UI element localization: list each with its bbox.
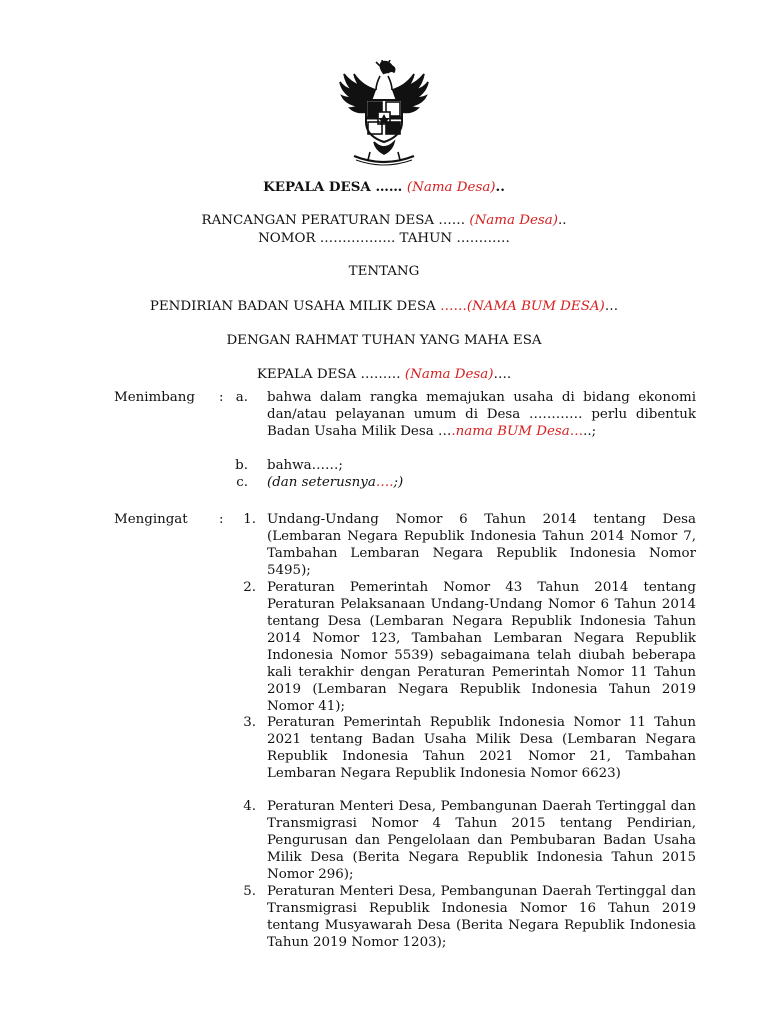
mengingat-colon: : [219,512,224,527]
menimbang-item-b-no: b. [235,458,248,473]
nama-desa-placeholder: (Nama Desa) [406,180,496,195]
kepala-desa-line [0,366,768,384]
rancangan-title [0,212,768,230]
mengingat-item-5-no: 5. [243,884,256,899]
pendirian-tail: … [604,299,619,314]
kepala-desa-title [0,178,768,197]
menimbang-item-a-no: a. [235,390,248,405]
menimbang-item-c [267,474,696,491]
menimbang-colon: : [219,390,224,405]
rancangan-prefix: RANCANGAN PERATURAN DESA …… [201,213,470,228]
menimbang-item-a-placeholder: .nama BUM Desa [451,424,570,439]
tentang-heading: TENTANG [348,264,420,279]
mengingat-item-2-no: 2. [243,580,256,595]
kepala-desa-bold: KEPALA DESA …… [263,179,407,195]
rancangan-tail: .. [557,213,567,228]
rancangan-nama-desa: (Nama Desa) [469,213,558,228]
menimbang-item-b: bahwa……; [267,458,343,473]
menimbang-item-a-red-tail: … [569,424,584,439]
mengingat-item-1: Undang-Undang Nomor 6 Tahun 2014 tentang Desa (Lembaran Negara Republik Indonesia Tahun 2014 Nomor 7, Tambahan Lembaran Negara Republik Indonesia Nomor 5495); [267,512,696,578]
mengingat-item-2: Peraturan Pemerintah Nomor 43 Tahun 2014 tentang Peraturan Pelaksanaan Undang-Undang Nomor 6 Tahun 2014 tentang Desa (Lembaran Negara Republik Indonesia Tahun 2014 Nomor 123, Tambahan Lembaran Negara Republik Indonesia Nomor 5539) sebagaimana telah diubah beberapa kali terakhir dengan Peraturan Pemerintah Nomor 11 Tahun 2019 (Lembaran Negara Republik Indonesia Tahun 2019 Nomor 41); [267,580,696,714]
rahmat-line: DENGAN RAHMAT TUHAN YANG MAHA ESA [226,333,542,348]
pendirian-prefix: PENDIRIAN BADAN USAHA MILIK DESA [149,299,441,314]
menimbang-item-c-text: (dan seterusnya [267,475,376,490]
menimbang-item-a-text: bahwa dalam rangka memajukan usaha di bidang ekonomi dan/atau pelayanan umum di Desa ………… perlu dibentuk Badan Usaha Milik Desa … [267,390,696,439]
pendirian-title [0,298,768,316]
mengingat-item-3-no: 3. [243,715,256,730]
menimbang-item-c-tail: ;) [393,475,404,490]
menimbang-item-a [267,389,696,440]
mengingat-item-4-no: 4. [243,799,256,814]
menimbang-item-c-no: c. [236,475,248,490]
kepala-tail: …. [493,367,512,382]
kepala-prefix: KEPALA DESA ……… [256,367,405,382]
mengingat-item-3: Peraturan Pemerintah Republik Indonesia Nomor 11 Tahun 2021 tentang Badan Usaha Milik Desa (Lembaran Negara Republik Indonesia Tahun 2021 Nomor 21, Tambahan Lembaran Negara Republik Indonesia Nomor 6623) [267,715,696,781]
nama-bum-desa-placeholder: (NAMA BUM DESA) [466,299,605,314]
garuda-emblem-icon [336,60,432,170]
pendirian-dots: …… [440,299,467,314]
menimbang-label: Menimbang [114,390,195,405]
mengingat-item-5: Peraturan Menteri Desa, Pembangunan Daerah Tertinggal dan Transmigrasi Republik Indonesia Nomor 16 Tahun 2019 tentang Musyawarah Desa (Berita Negara Republik Indonesia Tahun 2019 Nomor 1203); [267,884,696,950]
kepala-desa-tail: .. [495,179,505,195]
menimbang-item-a-tail: ..; [583,424,597,439]
mengingat-label: Mengingat [114,512,188,527]
mengingat-item-1-no: 1. [243,512,256,527]
kepala-nama-desa: (Nama Desa) [404,367,494,382]
mengingat-item-4: Peraturan Menteri Desa, Pembangunan Daerah Tertinggal dan Transmigrasi Nomor 4 Tahun 2015 tentang Pendirian, Pengurusan dan Pengelolaan dan Pembubaran Badan Usaha Milik Desa (Berita Negara Republik Indonesia Tahun 2015 Nomor 296); [267,799,696,882]
menimbang-item-c-placeholder: …. [375,475,394,490]
nomor-tahun-line: NOMOR …………….. TAHUN ………… [258,231,510,246]
